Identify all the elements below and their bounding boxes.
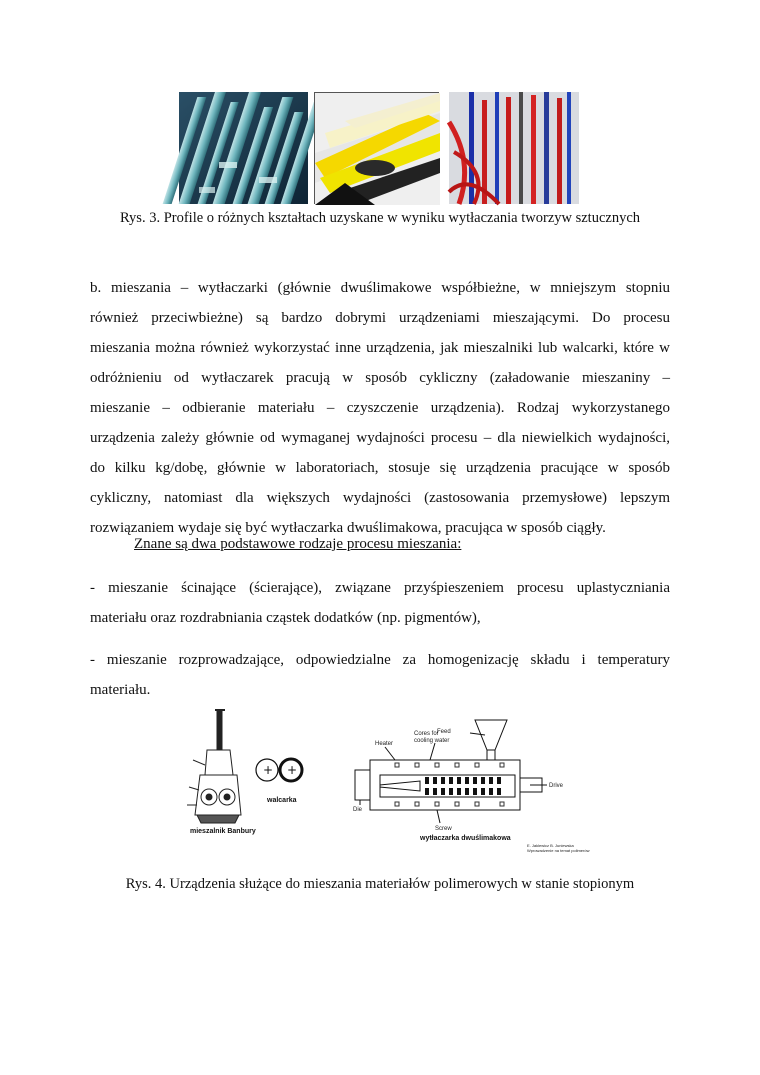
section-b-paragraph (90, 273, 670, 543)
figure-4-caption: Rys. 4. Urządzenia służące do mieszania materiałów polimerowych w stanie stopionym (125, 876, 635, 892)
mixing-item-distributive (90, 645, 670, 705)
label-banbury: mieszalnik Banbury (190, 828, 256, 835)
label-screw: Screw (435, 826, 452, 832)
paragraph-line: również przeciwbieżne) są bardzo dobrymi urządzeniami mieszającymi. Do procesu (90, 310, 670, 326)
paragraph-line: cykliczny, natomiast dla większych wydajności (zastosowania przemysłowe) lepszym (90, 490, 670, 506)
paragraph-line: - mieszanie rozprowadzające, odpowiedzialne za homogenizację składu i temperatury (90, 652, 670, 668)
label-feed: Feed (437, 729, 451, 735)
twin-screw-extruder-drawing (355, 720, 547, 823)
figure-3-caption: Rys. 3. Profile o różnych kształtach uzyskane w wyniku wytłaczania tworzyw sztucznych (119, 210, 641, 226)
mixing-item-shear (90, 573, 670, 633)
banbury-mixer-drawing (187, 710, 241, 823)
paragraph-line: materiału. (90, 682, 151, 698)
roll-mill-drawing (256, 759, 302, 781)
paragraph-line: odróżnieniu od wytłaczarek pracują w sposób cykliczny (załadowanie mieszaniny – (90, 370, 670, 386)
credit-title: Wprowadzenie na temat polimerów (527, 848, 590, 853)
label-cooling-water: cooling water (414, 738, 450, 744)
label-cores: Cores for (414, 731, 439, 737)
photo-yellow-profiles (314, 92, 439, 204)
label-drive: Drive (549, 783, 564, 789)
label-extruder: wytłaczarka dwuślimakowa (420, 835, 511, 842)
figure-3-photos (179, 92, 579, 204)
paragraph-line: - mieszanie ścinające (ścierające), związane przyśpieszeniem procesu uplastyczniania (90, 580, 670, 596)
figure-4-diagram (185, 705, 590, 865)
paragraph-line: rozwiązaniem wydaje się być wytłaczarka dwuślimakowa, pracująca w sposób ciągły. (90, 520, 606, 536)
paragraph-line: do kilku kg/dobę, głównie w laboratoriach, stosuje się urządzenia pracujące w sposób (90, 460, 670, 476)
label-heater: Heater (375, 741, 394, 747)
credit-authors: E. Jaklewicz B. Juniewska (527, 843, 574, 848)
paragraph-line: mieszanie – odbieranie materiału – czyszczenie urządzenia). Rodzaj wykorzystanego (90, 400, 670, 416)
photo-clear-profiles (179, 92, 308, 204)
label-die: Die (353, 807, 363, 813)
svg-text:+: + (287, 763, 298, 777)
paragraph-line: materiału oraz rozdrabniania cząstek dodatków (np. pigmentów), (90, 610, 481, 626)
photo-colored-rods (449, 92, 579, 204)
mixing-types-heading: Znane są dwa podstawowe rodzaje procesu mieszania: (134, 536, 462, 552)
paragraph-line: b. mieszania – wytłaczarki (głównie dwuślimakowe współbieżne, w mniejszym stopniu (90, 280, 670, 296)
paragraph-line: mieszania można również wykorzystać inne urządzenia, jak mieszalniki lub walcarki, które w (90, 340, 670, 356)
paragraph-line: urządzenia zależy głównie od wymaganej wydajności procesu – dla niewielkich wydajności, (90, 430, 670, 446)
svg-text:+: + (263, 763, 274, 777)
label-walcarka: walcarka (267, 797, 297, 804)
